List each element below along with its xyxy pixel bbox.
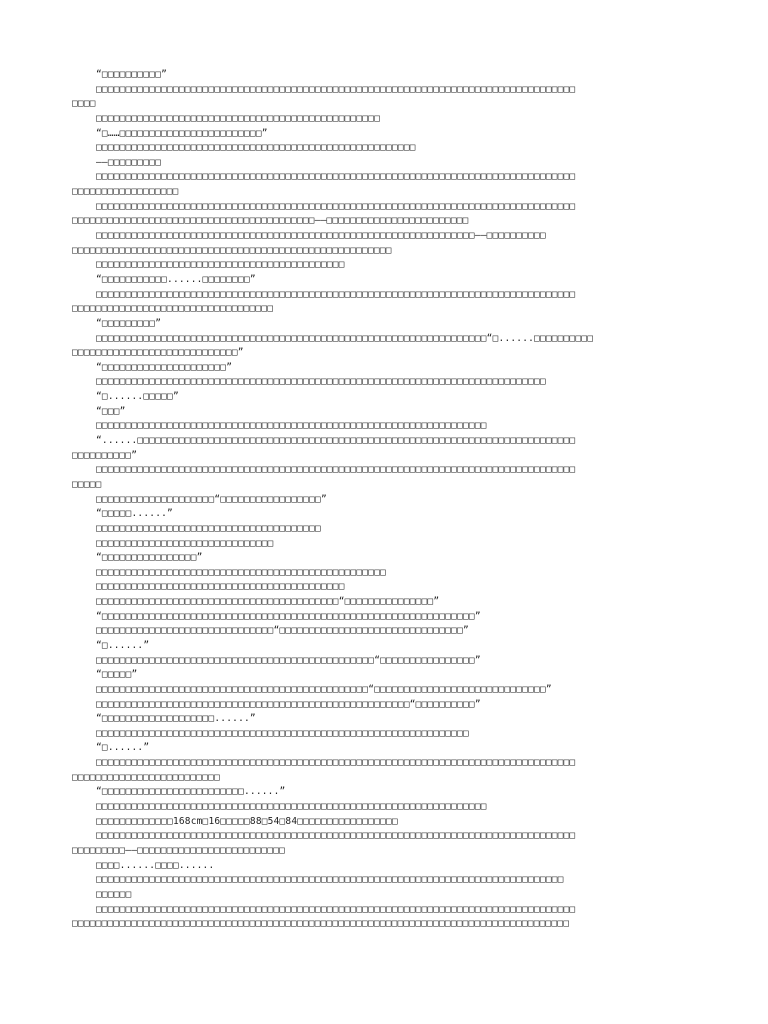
text-line: □□□□□□□□□□□□□□□□□□□□□□□□□□□□□□□□□□□□□□□□□□□□□□□□□□□□□□□□□□□□□□□□——□□□□□□□□□□: [96, 230, 546, 242]
document-body: [72, 68, 698, 932]
text-line: □□□□□□□□□□□□□□□□□□□□□□□□□□□□□□□□□□□□□□□□□□: [96, 581, 345, 593]
text-line: □□□□□□□□□□□□□□□□□□□□□□□□□□□□□□□□□□□□□□□□□□□□□□□□□□□□□□□□□□□□□□□□□□□□□□□□□□□□□□□□□: [96, 757, 576, 769]
text-line: □□□□□□□□□□□□□□□□□□□□□□□□□□□□□□□□□□□□□□□□□□□□□□□□□□□□□□□□□□□□□□□□□□“□......□□□□□□□□□□: [96, 332, 594, 344]
text-line: □□□□□□□□□□□□□□□□□□□□□□□□□□□□□□: [96, 537, 274, 549]
text-line: □□□□□□□□□——□□□□□□□□□□□□□□□□□□□□□□□□□: [72, 844, 286, 856]
text-line: □□□□□□□□□□□□□□□□□□□□□□□□□□□□□□□□□□□□□□□□□□□□□□□□□□□□□□□□□□□□□□□□□□□□□□□□□□□□□□□□□: [96, 903, 576, 915]
text-line: □□□□□□□□□□□□□□□□□□□□□□□□□□□□□□□□□□□□□□□□□□: [96, 259, 345, 271]
text-line: □□□□□□□□□□□□□□□□□□□□□□□□□□□□□□□□□□□□□□□□□□□□□□□□□□□□□□□□□□□□□□□□□□□□□□□□□□□□□□□□□: [96, 171, 576, 183]
text-line: “□......”: [96, 742, 150, 754]
text-line: □□□□□□□□□□□□□□□□□□□□□□□□□□□□□□□□□□□□□□: [96, 522, 321, 534]
text-line: “□□□□□□□□□□□□□□□□□□□□□”: [96, 361, 233, 373]
text-line: □□□□□□□□□□□□□□□□□□□□□□□□□□□□□□□□□□□□□□□□□□□□□□□□□□□□□□□□□□□□□□□□□□□□□□□□□□□□: [96, 376, 546, 388]
text-line: □□□□□□□□□□□□□□□□□□□□□□□□□□□□□□□□□□□□□□□□□□□□□□□□: [96, 112, 381, 124]
text-line: “□□□□□□□□□□□□□□□□”: [96, 552, 203, 564]
text-line: □□□□□□□□□□□□□□□□□□□□□□□□□□□□□□□□□□□□□□□□□□□□□□□□□□□□□□□□□□□□□□□□□□□□□□□□□□□□□□□□□: [96, 288, 576, 300]
text-line: □□□□□□□□□□□□□□□□□□□□□□□□□□□□□□□□□□□□□□□□□□□□□□□“□□□□□□□□□□□□□□□□”: [96, 654, 481, 666]
text-line: □□□□□□□□□□□□□□□□□□□□“□□□□□□□□□□□□□□□□□”: [96, 493, 327, 505]
text-line: “□□□□□□□□□”: [96, 317, 162, 329]
text-line: □□□□□□□□□□□□□□□□□□□□□□□□□□□□□□□□□□□□□□□□□□□□□□□□□□□□□□: [72, 244, 392, 256]
text-line: □□□□□□□□□□□□□□□□□□□□□□□□□□□□□□□□□□□□□□□□□□□□□□□□□□□□□□□□□□□□□□□□□□: [96, 420, 487, 432]
text-line: □□□□□□□□□□□□□□□□□□□□□□□□□□□□”: [72, 347, 244, 359]
text-line: □□□□□□□□□□”: [72, 449, 138, 461]
text-line: “□......□□□□□”: [96, 391, 179, 403]
text-line: □□□□□□□□□□□□□□□□□□□□□□□□□: [72, 771, 220, 783]
text-line: “......□□□□□□□□□□□□□□□□□□□□□□□□□□□□□□□□□□□□□□□□□□□□□□□□□□□□□□□□□□□□□□□□□□□□□□□□□□: [96, 435, 576, 447]
text-line: “□□□”: [96, 405, 126, 417]
text-line: □□□□□□□□□□□□□168cm□16□□□□□88□54□84□□□□□□□□□□□□□□□□□: [96, 815, 398, 827]
text-line: □□□□□□□□□□□□□□□□□□□□□□□□□□□□□□□□□□□□□□□□□□□□□□□□□□□□□□□□□□□□□□□□□□□□□□□□□□□□□□□□□: [96, 830, 576, 842]
text-line: □□□□□□□□□□□□□□□□□□□□□□□□□□□□□□□□□□: [72, 303, 274, 315]
text-line: “□......”: [96, 639, 150, 651]
text-line: ——□□□□□□□□□: [96, 156, 162, 168]
text-line: □□□□□□□□□□□□□□□□□□□□□□□□□□□□□□□□□□□□□□□□□□□□□□□□□: [96, 566, 387, 578]
text-line: □□□□□□□□□□□□□□□□□□□□□□□□□□□□□□“□□□□□□□□□□□□□□□□□□□□□□□□□□□□□□□”: [96, 625, 469, 637]
text-line: □□□□□□□□□□□□□□□□□□□□□□□□□□□□□□□□□□□□□□□□□□□□□□□□□□□□□“□□□□□□□□□□”: [96, 698, 481, 710]
text-line: “□□□□□□□□□□□......□□□□□□□□”: [96, 273, 256, 285]
text-line: “□□□□□□□□□□□□□□□□□□□□□□□□□□□□□□□□□□□□□□□□□□□□□□□□□□□□□□□□□□□□□□□”: [96, 610, 481, 622]
text-line: □□□□□□□□□□□□□□□□□□□□□□□□□□□□□□□□□□□□□□□□□□□□□□□□□□□□□□□□□□□□□□□□□□□□□□□□□□□□□□□□□: [96, 464, 576, 476]
text-line: “□□□□□......”: [96, 508, 173, 520]
text-line: “□□□□□”: [96, 669, 138, 681]
text-line: □□□□□□: [96, 888, 132, 900]
text-line: “□□□□□□□□□□”: [96, 69, 168, 80]
text-line: □□□□□□□□□□□□□□□□□□□□□□□□□□□□□□□□□□□□□□□□□□□□□□□□□□□□□□□□□□□□□□□□□□□□□□□□□□□□□□□□□: [96, 83, 576, 95]
text-line: □□□□□□□□□□□□□□□□□□□□□□□□□□□□□□□□□□□□□□□□□——□□□□□□□□□□□□□□□□□□□□□□□□: [72, 215, 469, 227]
text-line: “□……□□□□□□□□□□□□□□□□□□□□□□□□”: [96, 127, 268, 139]
text-line: □□□□□□□□□□□□□□□□□□□□□□□□□□□□□□□□□□□□□□□□□□□□□□□□□□□□□□□□□□□□□□□□□□□□□□□□□□□□□□□□□: [96, 200, 576, 212]
text-line: □□□□□□□□□□□□□□□□□□□□□□□□□□□□□□□□□□□□□□□□□“□□□□□□□□□□□□□□□”: [96, 596, 440, 608]
text-line: □□□□□□□□□□□□□□□□□□□□□□□□□□□□□□□□□□□□□□□□□□□□□□□□□□□□□□□□□□□□□□□□□□: [96, 801, 487, 813]
text-line: □□□□□: [72, 478, 102, 490]
text-line: □□□□: [72, 98, 96, 110]
text-line: □□□□□□□□□□□□□□□□□□□□□□□□□□□□□□□□□□□□□□□□□□□□□□□□□□□□□□: [96, 142, 416, 154]
text-line: □□□□□□□□□□□□□□□□□□□□□□□□□□□□□□□□□□□□□□□□□□□□□□□□□□□□□□□□□□□□□□□: [96, 727, 469, 739]
text-line: □□□□□□□□□□□□□□□□□□□□□□□□□□□□□□□□□□□□□□□□□□□□□□“□□□□□□□□□□□□□□□□□□□□□□□□□□□□□”: [96, 683, 552, 695]
text-line: □□□□□□□□□□□□□□□□□□□□□□□□□□□□□□□□□□□□□□□□□□□□□□□□□□□□□□□□□□□□□□□□□□□□□□□□□□□□□□□□□□□□: [72, 918, 570, 930]
text-line: “□□□□□□□□□□□□□□□□□□□□□□□□......”: [96, 786, 286, 798]
text-line: “□□□□□□□□□□□□□□□□□□□......”: [96, 713, 256, 725]
text-line: □□□□......□□□□......: [96, 859, 215, 871]
text-line: □□□□□□□□□□□□□□□□□□□□□□□□□□□□□□□□□□□□□□□□□□□□□□□□□□□□□□□□□□□□□□□□□□□□□□□□□□□□□□□: [96, 874, 564, 886]
text-line: □□□□□□□□□□□□□□□□□□: [72, 186, 179, 198]
